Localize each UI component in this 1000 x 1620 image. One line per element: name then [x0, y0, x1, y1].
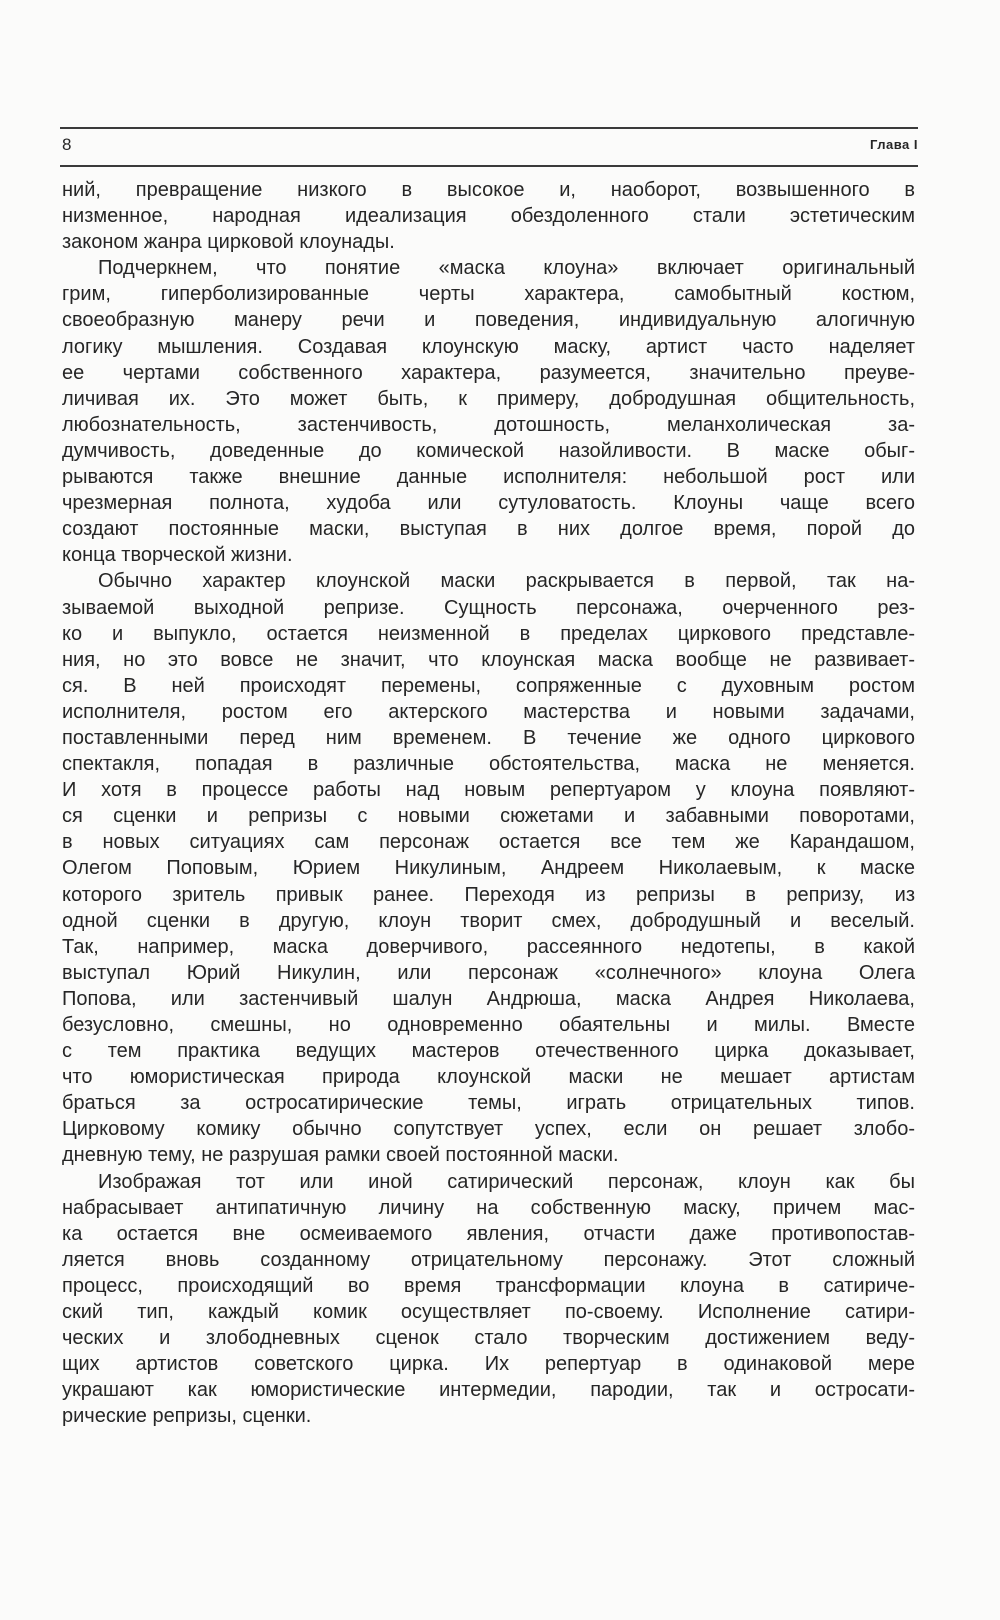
text-line: ка остается вне осмеиваемого явления, отчасти даже противопостав-: [62, 1222, 915, 1245]
text-line: рываются также внешние данные исполнителя: небольшой рост или: [62, 466, 915, 489]
page-number: 8: [62, 135, 72, 154]
text-line: Олегом Поповым, Юрием Никулиным, Андреем Николаевым, к маске: [62, 857, 915, 880]
text-line: ний, превращение низкого в высокое и, наоборот, возвышенного в: [62, 179, 915, 201]
text-line: Изображая тот или иной сатирический персонаж, клоун как бы: [98, 1170, 915, 1193]
header-rule-bottom: [60, 165, 918, 167]
text-line: ческих и злободневных сценок стало творческим достижением веду-: [62, 1327, 915, 1350]
text-line: Так, например, маска доверчивого, рассеянного недотепы, в какой: [62, 935, 915, 958]
text-line: ся сценки и репризы с новыми сюжетами и забавными поворотами,: [62, 805, 915, 828]
text-line: законом жанра цирковой клоунады.: [62, 231, 395, 254]
text-line: безусловно, смешны, но одновременно обаятельны и милы. Вместе: [62, 1014, 915, 1036]
text-line: ляется вновь созданному отрицательному персонажу. Этот сложный: [62, 1248, 915, 1271]
paragraph: [62, 568, 915, 1168]
text-line: создают постоянные маски, выступая в них долгое время, порой до: [62, 518, 915, 541]
text-line: выступал Юрий Никулин, или персонаж «солнечного» клоуна Олега: [62, 961, 915, 984]
text-line: Обычно характер клоунской маски раскрывается в первой, так на-: [98, 570, 915, 593]
text-line: любознательность, застенчивость, дотошность, меланхолическая за-: [62, 413, 915, 436]
text-line: набрасывает антипатичную личину на собственную маску, причем мас-: [62, 1196, 915, 1219]
text-line: чрезмерная полнота, худоба или сутуловатость. Клоуны чаще всего: [62, 492, 915, 515]
text-line: Цирковому комику обычно сопутствует успех, если он решает злобо-: [62, 1118, 915, 1141]
text-line: которого зритель привык ранее. Переходя из репризы в репризу, из: [62, 883, 915, 906]
text-line: ее чертами собственного характера, разумеется, значительно преуве-: [62, 361, 915, 384]
text-line: дневную тему, не разрушая рамки своей постоянной маски.: [62, 1144, 619, 1167]
text-line: зываемой выходной репризе. Сущность персонажа, очерченного рез-: [62, 596, 915, 619]
chapter-title: Глава I: [870, 137, 918, 152]
body-text: [62, 177, 915, 1430]
paragraph: [62, 255, 915, 568]
text-line: И хотя в процессе работы над новым репертуаром у клоуна появляют-: [62, 779, 915, 802]
text-line: Подчеркнем, что понятие «маска клоуна» включает оригинальный: [98, 257, 915, 280]
text-line: украшают как юмористические интермедии, пародии, так и остросати-: [62, 1379, 915, 1402]
text-line: исполнителя, ростом его актерского мастерства и новыми задачами,: [62, 700, 915, 723]
paragraph: [62, 1169, 915, 1430]
text-line: поставленными перед ним временем. В течение же одного циркового: [62, 726, 915, 749]
text-line: одной сценки в другую, клоун творит смех, добродушный и веселый.: [62, 909, 915, 932]
text-line: ния, но это вовсе не значит, что клоунская маска вообще не развивает-: [62, 648, 915, 671]
text-line: ский тип, каждый комик осуществляет по-своему. Исполнение сатири-: [62, 1301, 915, 1324]
text-line: грим, гиперболизированные черты характера, самобытный костюм,: [62, 283, 915, 306]
text-line: рические репризы, сценки.: [62, 1405, 312, 1428]
running-head: [62, 135, 918, 159]
text-line: щих артистов советского цирка. Их репертуар в одинаковой мере: [62, 1353, 915, 1376]
header-rule-top: [60, 127, 918, 129]
text-line: думчивость, доведенные до комической назойливости. В маске обыг-: [62, 439, 915, 462]
text-line: с тем практика ведущих мастеров отечественного цирка доказывает,: [62, 1040, 915, 1063]
text-line: ко и выпукло, остается неизменной в пределах циркового представле-: [62, 622, 915, 645]
text-line: своеобразную манеру речи и поведения, индивидуальную алогичную: [62, 309, 915, 332]
text-line: логику мышления. Создавая клоунскую маску, артист часто наделяет: [62, 335, 915, 358]
text-line: ся. В ней происходят перемены, сопряженные с духовным ростом: [62, 674, 915, 697]
text-line: процесс, происходящий во время трансформации клоуна в сатириче-: [62, 1274, 915, 1297]
text-line: браться за остросатирические темы, играть отрицательных типов.: [62, 1092, 915, 1115]
text-line: низменное, народная идеализация обездоленного стали эстетическим: [62, 205, 915, 228]
text-line: Попова, или застенчивый шалун Андрюша, маска Андрея Николаева,: [62, 987, 915, 1010]
paragraph: [62, 177, 915, 255]
text-line: спектакля, попадая в различные обстоятельства, маска не меняется.: [62, 753, 915, 776]
text-line: что юмористическая природа клоунской маски не мешает артистам: [62, 1066, 915, 1089]
text-line: в новых ситуациях сам персонаж остается все тем же Карандашом,: [62, 831, 915, 854]
text-line: личивая их. Это может быть, к примеру, добродушная общительность,: [62, 387, 915, 410]
text-line: конца творческой жизни.: [62, 544, 293, 567]
